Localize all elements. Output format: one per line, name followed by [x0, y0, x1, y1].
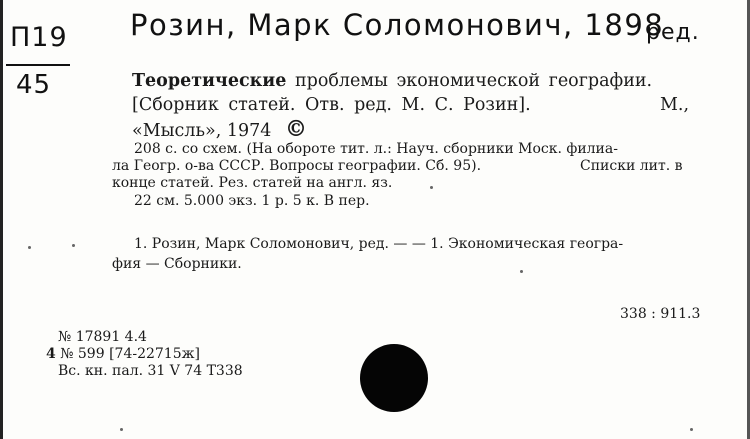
registration-line-3: Вс. кн. пал. 31 V 74 Т338 — [58, 363, 243, 379]
title-line-2: [Сборник статей. Отв. ред. М. С. Розин]. — [132, 95, 531, 115]
registration-line-2 — [46, 346, 200, 363]
title-place: М., — [660, 95, 690, 115]
copyright-icon: © — [284, 116, 307, 142]
title-rest: проблемы экономической географии. — [294, 71, 653, 91]
registration-number: № 599 [74-22715ж] — [60, 346, 200, 362]
publisher-year: «Мысль», 1974 — [132, 121, 272, 141]
card-left-edge — [0, 0, 3, 439]
note-line-2-right: Списки лит. в — [580, 158, 683, 174]
note-line-3: конце статей. Рез. статей на англ. яз. — [112, 175, 393, 191]
handwritten-role: ред. — [646, 20, 700, 45]
speck — [120, 428, 123, 431]
registration-prefix: 4 — [46, 346, 56, 362]
title-bold: Теоретические — [132, 71, 287, 91]
physical-description: 22 см. 5.000 экз. 1 р. 5 к. В пер. — [134, 193, 370, 209]
title-line-1 — [132, 69, 652, 93]
handwritten-author: Розин, Марк Соломонович, 1898 — [130, 8, 665, 42]
note-line-1: 208 с. со схем. (На обороте тит. л.: Науч. сборники Моск. филиа- — [134, 141, 618, 157]
speck — [28, 246, 31, 249]
speck — [430, 186, 433, 189]
tracing-line-2: фия — Сборники. — [112, 256, 242, 272]
title-line-3 — [132, 117, 307, 143]
ink-seal-blot — [360, 344, 428, 412]
shelf-mark-top: П19 — [10, 22, 68, 53]
speck — [72, 244, 75, 247]
speck — [690, 428, 693, 431]
shelf-mark-divider — [6, 64, 70, 66]
udc-index: 338 : 911.3 — [620, 306, 701, 322]
shelf-mark-bottom: 45 — [16, 70, 52, 100]
speck — [520, 270, 523, 273]
tracing-line-1: 1. Розин, Марк Соломонович, ред. — — 1. Экономическая геогра- — [134, 236, 624, 252]
note-line-2: ла Геогр. о-ва СССР. Вопросы географии. Сб. 95). — [112, 158, 482, 174]
registration-line-1: № 17891 4.4 — [58, 329, 147, 345]
